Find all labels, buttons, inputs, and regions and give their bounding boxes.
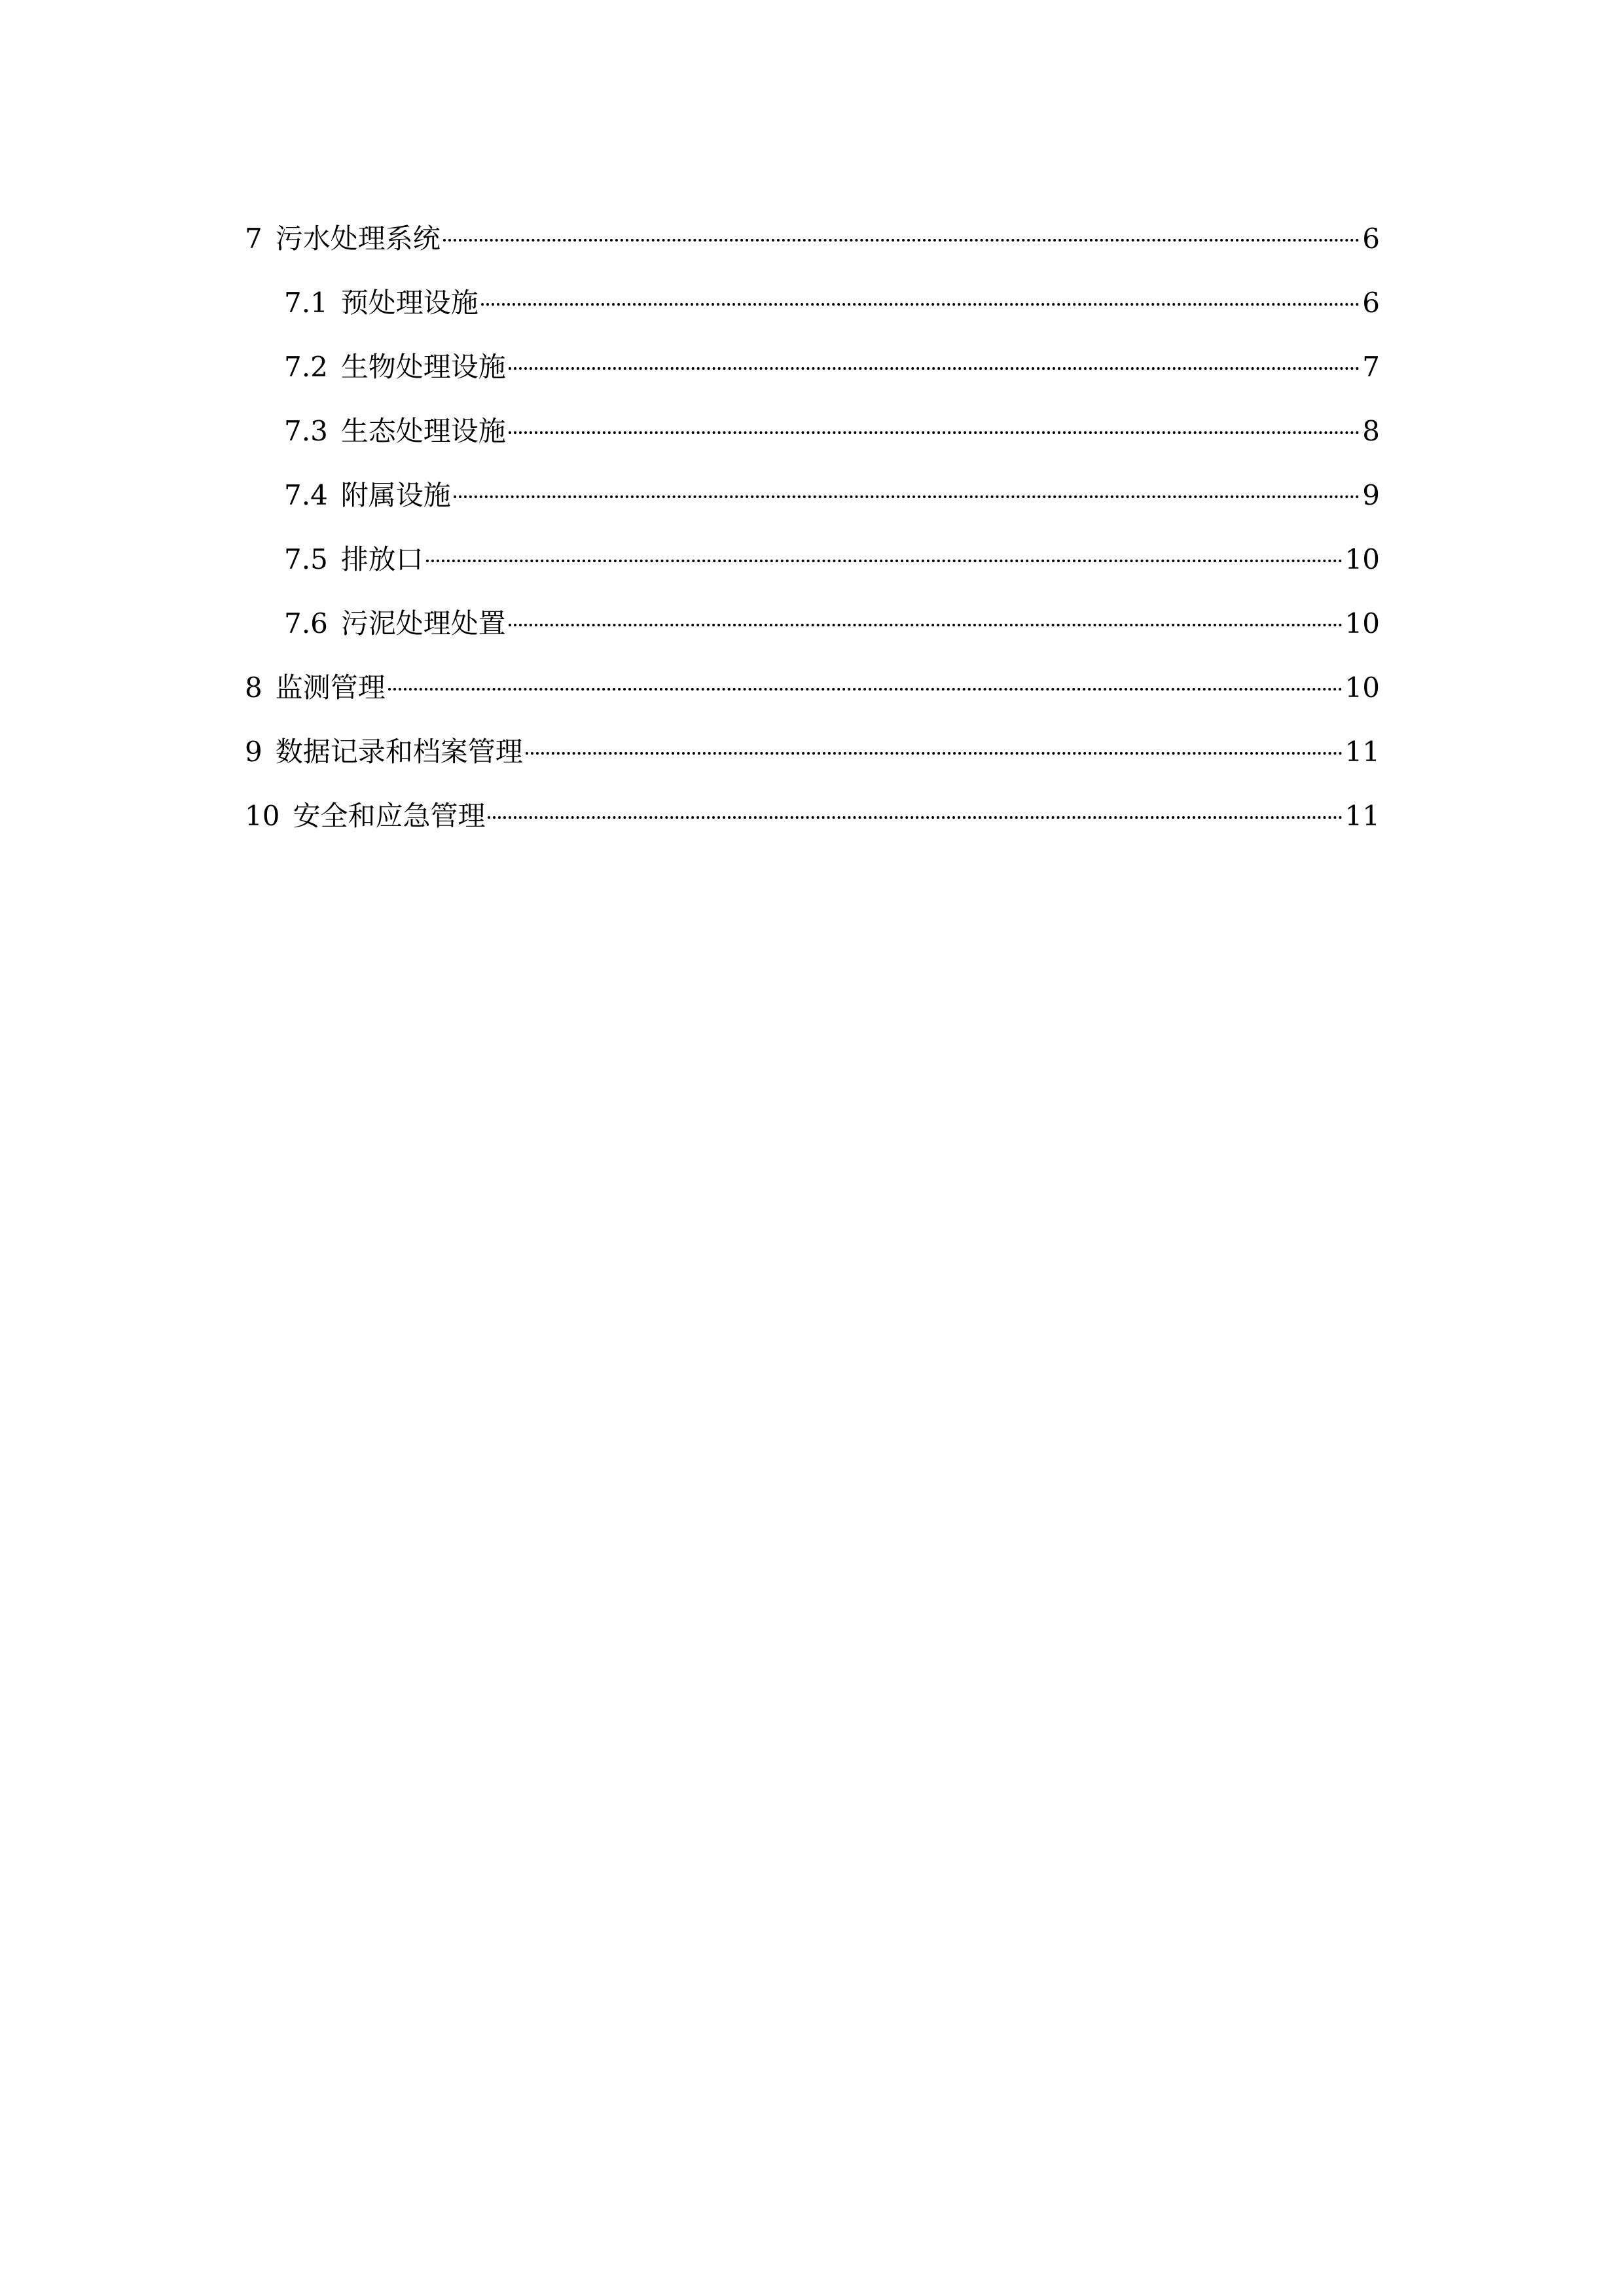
toc-dot-leader <box>526 752 1343 755</box>
toc-dot-leader <box>509 367 1360 370</box>
toc-entry-page: 9 <box>1362 479 1380 511</box>
toc-entry-number: 7.2 <box>284 351 328 383</box>
toc-entry-7-4[interactable] <box>245 463 1380 528</box>
toc-entry-page: 10 <box>1344 607 1380 639</box>
toc-entry-number: 9 <box>245 736 262 768</box>
toc-entry-title: 数据记录和档案管理 <box>275 736 523 768</box>
toc-entry-7-5[interactable] <box>245 528 1380 592</box>
toc-entry-7-2[interactable] <box>245 335 1380 399</box>
toc-entry-page: 11 <box>1344 736 1380 768</box>
toc-entry-page: 11 <box>1344 800 1380 832</box>
toc-entry-7[interactable] <box>245 207 1380 271</box>
toc-entry-number: 7.4 <box>284 479 328 511</box>
toc-entry-7-1[interactable] <box>245 271 1380 335</box>
toc-entry-9[interactable] <box>245 720 1380 784</box>
toc-entry-number: 7.3 <box>284 415 328 447</box>
toc-entry-title: 附属设施 <box>340 479 451 511</box>
toc-dot-leader <box>481 303 1360 306</box>
toc-entry-7-3[interactable] <box>245 399 1380 463</box>
toc-entry-number: 7.1 <box>284 287 328 319</box>
toc-entry-page: 7 <box>1362 351 1380 383</box>
toc-entry-page: 10 <box>1344 543 1380 575</box>
toc-entry-page: 6 <box>1362 287 1380 319</box>
toc-entry-7-6[interactable] <box>245 592 1380 656</box>
toc-entry-title: 排放口 <box>340 543 424 575</box>
toc-entry-title: 生态处理设施 <box>340 415 506 447</box>
toc-dot-leader <box>388 688 1343 691</box>
toc-entry-title: 监测管理 <box>275 672 386 704</box>
toc-dot-leader <box>426 560 1343 562</box>
toc-entry-number: 10 <box>245 800 280 832</box>
toc-dot-leader <box>443 239 1360 242</box>
toc-entry-title: 污水处理系统 <box>275 223 441 255</box>
toc-entry-page: 6 <box>1362 223 1380 255</box>
toc-entry-page: 8 <box>1362 415 1380 447</box>
toc-entry-title: 安全和应急管理 <box>293 800 486 832</box>
toc-dot-leader <box>454 495 1360 498</box>
toc-entry-page: 10 <box>1344 672 1380 704</box>
toc-entry-title: 预处理设施 <box>340 287 478 319</box>
toc-dot-leader <box>488 816 1342 819</box>
toc-entry-number: 7.6 <box>284 607 328 639</box>
toc-entry-number: 8 <box>245 672 262 704</box>
toc-entry-title: 污泥处理处置 <box>340 607 506 639</box>
toc-entry-8[interactable] <box>245 656 1380 720</box>
toc-entry-title: 生物处理设施 <box>340 351 506 383</box>
toc-entry-number: 7.5 <box>284 543 328 575</box>
toc-entry-10[interactable] <box>245 784 1380 848</box>
toc-entry-number: 7 <box>245 223 262 255</box>
toc-dot-leader <box>509 431 1360 434</box>
table-of-contents <box>245 207 1380 848</box>
toc-dot-leader <box>509 624 1343 626</box>
